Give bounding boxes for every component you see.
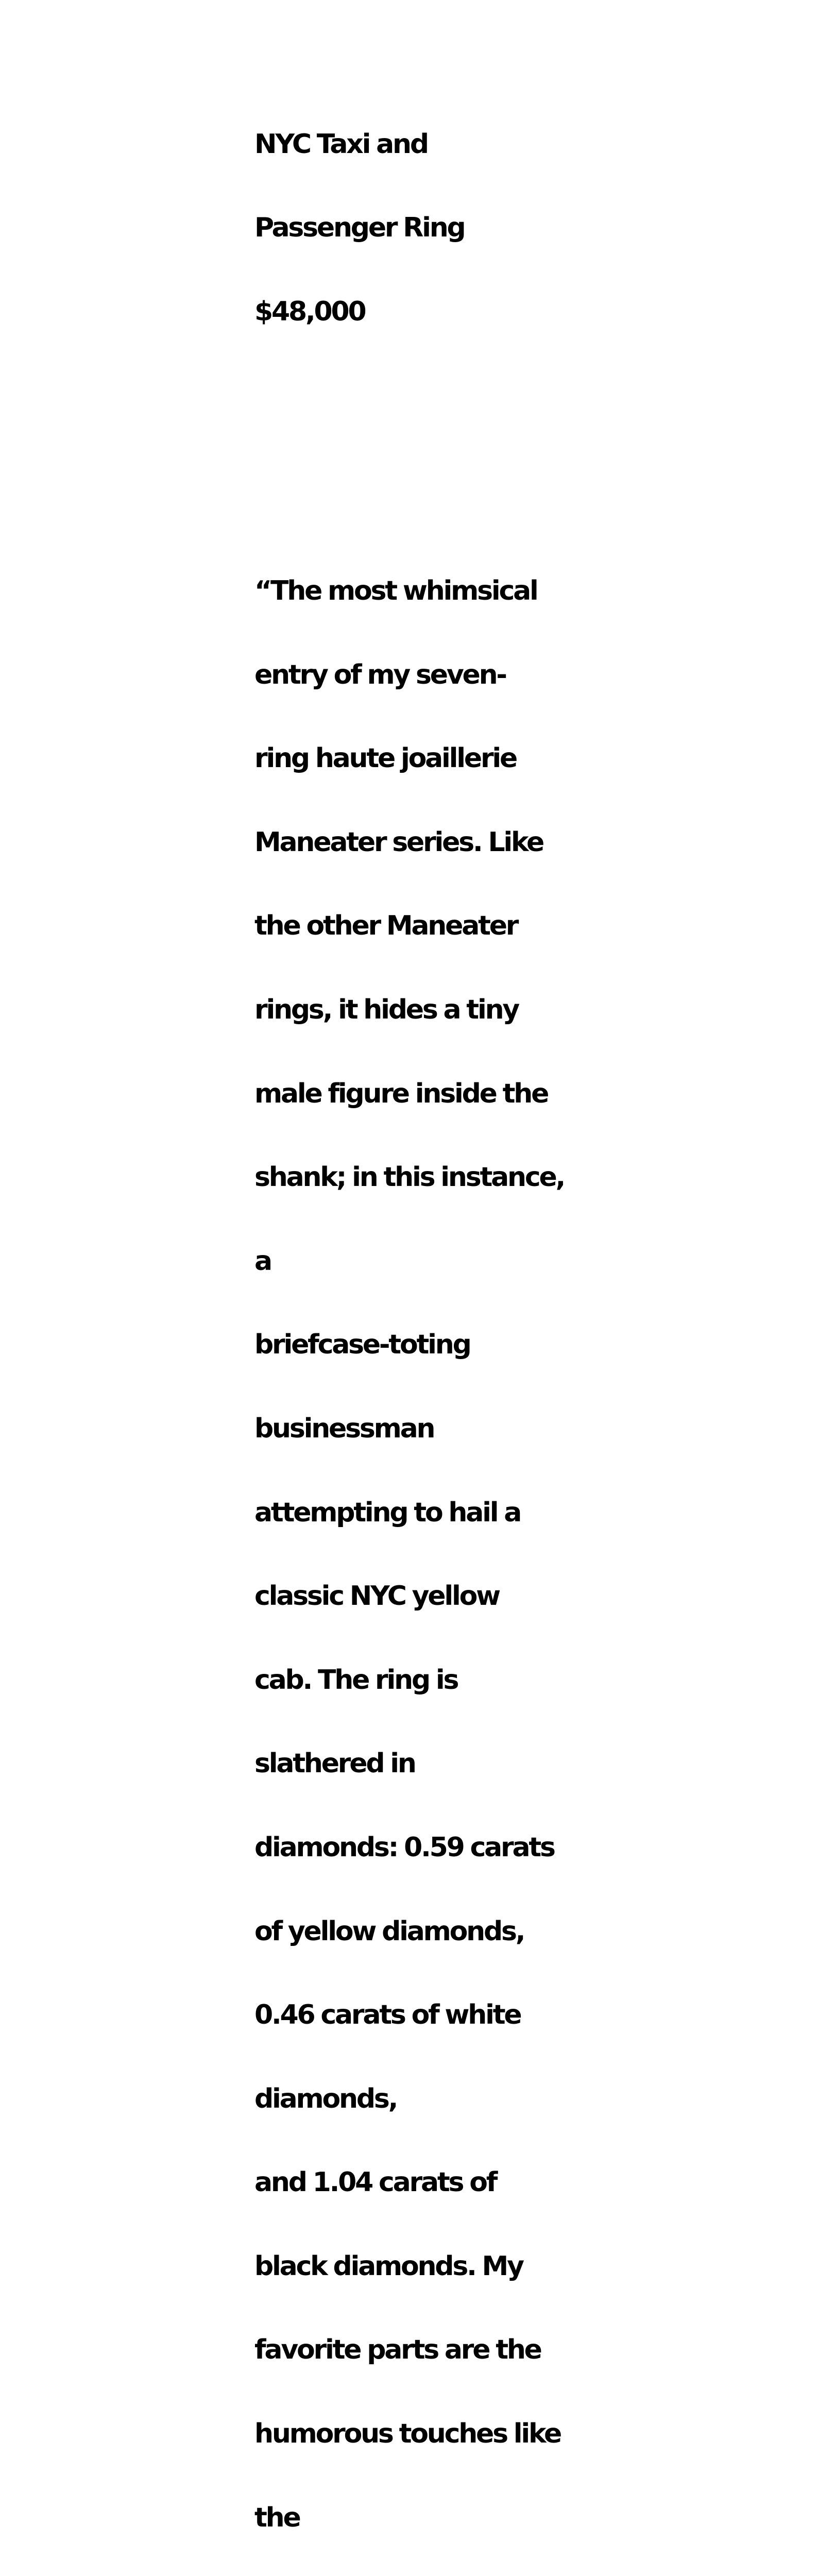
quote-line: diamonds: 0.59 carats xyxy=(254,1832,554,1863)
quote-line: 0.46 carats of white xyxy=(254,1999,521,2031)
quote-line: of yellow diamonds, xyxy=(254,1916,524,1947)
quote-line: ring haute joaillerie xyxy=(254,743,517,774)
quote-line: classic NYC yellow xyxy=(254,1581,499,1612)
quote-line: Maneater series. Like xyxy=(254,826,543,858)
quote-line: cab. The ring is xyxy=(254,1664,458,1696)
quote-line: entry of my seven- xyxy=(254,659,506,690)
quote-line: attempting to hail a xyxy=(254,1497,521,1528)
quote-line: humorous touches like xyxy=(254,2418,561,2450)
quote-line: diamonds, xyxy=(254,2083,397,2114)
quote-line: “The most whimsical xyxy=(254,575,537,606)
quote-line: black diamonds. My xyxy=(254,2250,523,2282)
product-price: $48,000 xyxy=(254,296,365,327)
quote-line: briefcase-toting xyxy=(254,1329,470,1361)
quote-line: and 1.04 carats of xyxy=(254,2167,497,2198)
header-section xyxy=(254,74,770,381)
product-title-line-1: NYC Taxi and xyxy=(254,128,428,160)
quote-line: businessman xyxy=(254,1413,434,1444)
quote-line: rings, it hides a tiny xyxy=(254,994,519,1025)
product-description xyxy=(254,19,770,2576)
quote-line: the xyxy=(254,2502,300,2533)
spacer xyxy=(254,437,770,465)
quote-line: slathered in xyxy=(254,1748,415,1780)
quote-line: favorite parts are the xyxy=(254,2334,541,2366)
quote-section xyxy=(254,521,770,2576)
quote-line: male figure inside the xyxy=(254,1078,548,1109)
quote-line: a xyxy=(254,1245,271,1277)
quote-line: the other Maneater xyxy=(254,910,518,942)
quote-line: shank; in this instance, xyxy=(254,1162,565,1193)
product-title-line-2: Passenger Ring xyxy=(254,212,465,244)
